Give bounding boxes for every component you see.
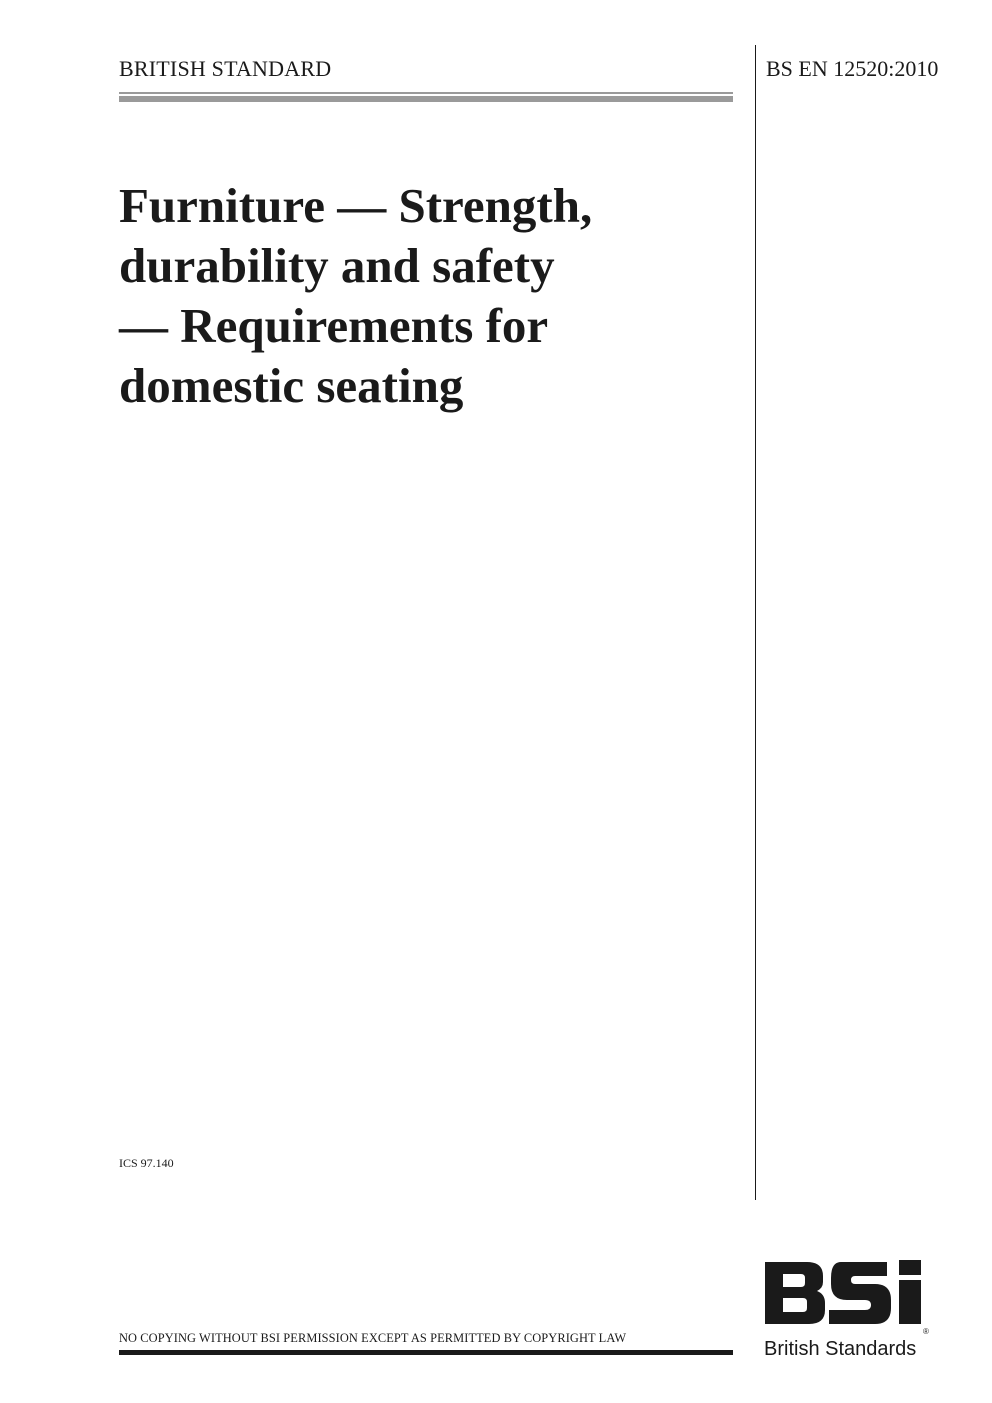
footer-rule [119, 1350, 733, 1355]
title-line: Furniture — Strength, [119, 178, 593, 233]
header-rule-thin [119, 92, 733, 94]
logo-caption: British Standards [764, 1338, 917, 1360]
copyright-notice: NO COPYING WITHOUT BSI PERMISSION EXCEPT AS PERMITTED BY COPYRIGHT LAW [119, 1331, 627, 1345]
document-title [119, 176, 739, 416]
header-gray-rule [119, 92, 733, 102]
column-divider [755, 45, 756, 1200]
ics-code: ICS 97.140 [119, 1156, 174, 1170]
header-rule-thick [119, 96, 733, 102]
registered-mark: ® [923, 1327, 929, 1336]
title-line: domestic seating [119, 358, 464, 413]
title-line: durability and safety [119, 238, 555, 293]
document-type-label: BRITISH STANDARD [119, 56, 332, 81]
standard-number: BS EN 12520:2010 [766, 56, 939, 81]
title-line: — Requirements for [119, 298, 549, 353]
